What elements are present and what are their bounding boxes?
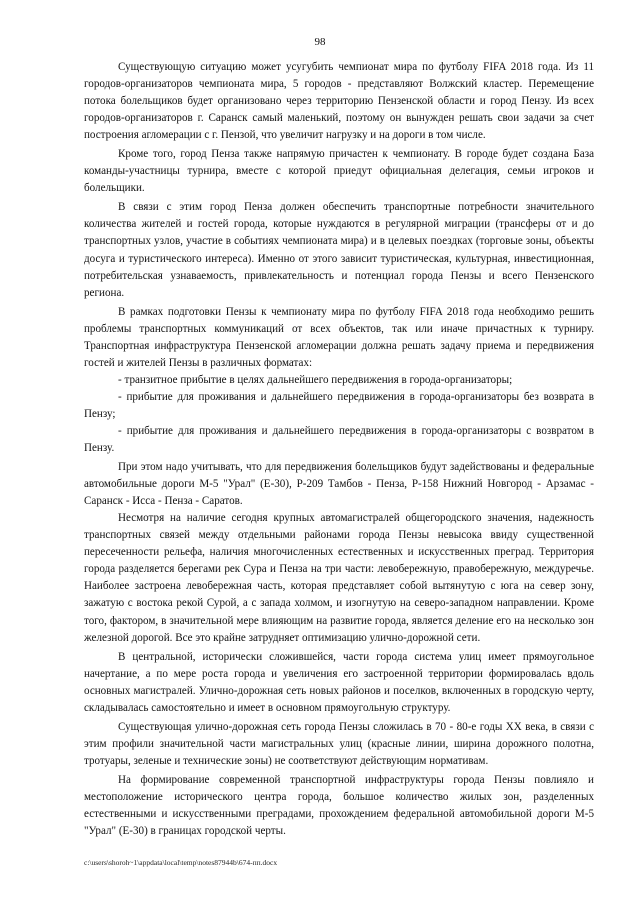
paragraph-terrain: Несмотря на наличие сегодня крупных автомагистралей общегородского значения, надежность транспортных связей между отдельными районами города Пензы невысока ввиду существенной пересеченности рельефа, наличия многочисленных естественных и искусственных преград. Территория города разделяется берегами рек Сура и Пенза на три части: левобережную, правобережную, междуречье. Наиболее застроена левобережная часть, которая представляет собой вытянутую с юга на север зону, зажатую с востока рекой Сурой, а с запада холмом, и изогнутую на северо-западном направлении. Кроме того, фактором, в значительной мере влияющим на развитие города, является деление его на несколько зон железной дорогой. Все это крайне затрудняет оптимизацию улично-дорожной сети.	[84, 512, 594, 644]
list-item-no-return: - прибытие для проживания и дальнейшего передвижения в города-организаторы без возврата в Пензу;	[84, 390, 594, 420]
paragraph-street-network-age: Существующая улично-дорожная сеть города Пензы сложилась в 70 - 80-е годы XX века, в связи с этим профили значительной части магистральных улиц (красные линии, ширина дорожного полотна, тротуары, зеленые и технические зоны) не соответствуют действующим нормативам.	[84, 720, 594, 767]
footer-file-path: c:\users\shoroh~1\appdata\local\temp\notes87944b\674-пп.docx	[84, 858, 278, 867]
list-item-with-return: - прибытие для проживания и дальнейшего передвижения в города-организаторы с возвратом в Пензу.	[84, 424, 594, 455]
paragraph-infrastructure-factors: На формирование современной транспортной инфраструктуры города Пензы повлияло и местоположение исторического центра города, большое количество жилых зон, разделенных естественными и искусственными преградами, прохождением федеральной автомобильной дороги М-5 "Урал" (Е-30) в границах городской черты.	[84, 773, 594, 838]
paragraph-transport-needs: В связи с этим город Пенза должен обеспечить транспортные потребности значительного количества жителей и гостей города, которые нуждаются в регулярной миграции (трансферы от и до транспортных узлов, участие в событиях чемпионата мира) и в целевых поездках (торговые зоны, объекты досуга и туристического интереса). Именно от этого зависит туристическая, культурная, инвестиционная, потребительская узнаваемость, привлекательность и потенциал города Пензы и всего Пензенского региона.	[84, 201, 594, 299]
paragraph-federal-roads: При этом надо учитывать, что для передвижения болельщиков будут задействованы и федеральные автомобильные дороги М-5 "Урал" (Е-30), Р-209 Тамбов - Пенза, Р-158 Нижний Новгород - Арзамас - Саранск - Исса - Пенза - Саратов.	[84, 461, 594, 508]
paragraph-world-cup-situation: Существующую ситуацию может усугубить чемпионат мира по футболу FIFA 2018 года. Из 11 городов-организаторов чемпионата мира, 5 городов - представляют Волжский кластер. Перемещение потока болельщиков будет организовано через территорию Пензенской области и город Пензу. Из всех городов-организаторов г. Саранск самый маленький, поэтому он вынужден решать свои задачи за счет построения агломерации с г. Пензой, что увеличит нагрузку и на дороги в том числе.	[84, 61, 594, 142]
paragraph-preparation: В рамках подготовки Пензы к чемпионату мира по футболу FIFA 2018 года необходимо решить проблемы транспортных коммуникаций от всех объектов, так или иначе причастных к турниру. Транспортная инфраструктура Пензенской агломерации должна решать задачу приема и передвижения гостей и жителей Пензы в различных форматах:	[84, 305, 594, 369]
body-text	[84, 59, 594, 840]
paragraph-central-streets: В центральной, исторически сложившейся, части города система улиц имеет прямоугольное начертание, а по мере роста города и увеличения его застроенной территории формировалась вдоль основных магистралей. Улично-дорожная сеть новых районов и поселков, включенных в городскую черту, складывалась самостоятельно и имеет в основном прямоугольную структуру.	[84, 650, 594, 714]
list-item-transit: - транзитное прибытие в целях дальнейшего передвижения в города-организаторы;	[118, 373, 513, 386]
paragraph-team-base: Кроме того, город Пенза также напрямую причастен к чемпионату. В городе будет создана База команды-участницы турнира, вместе с которой приедут официальная делегация, семьи игроков и болельщики.	[84, 148, 594, 195]
page-number: 98	[314, 36, 326, 48]
